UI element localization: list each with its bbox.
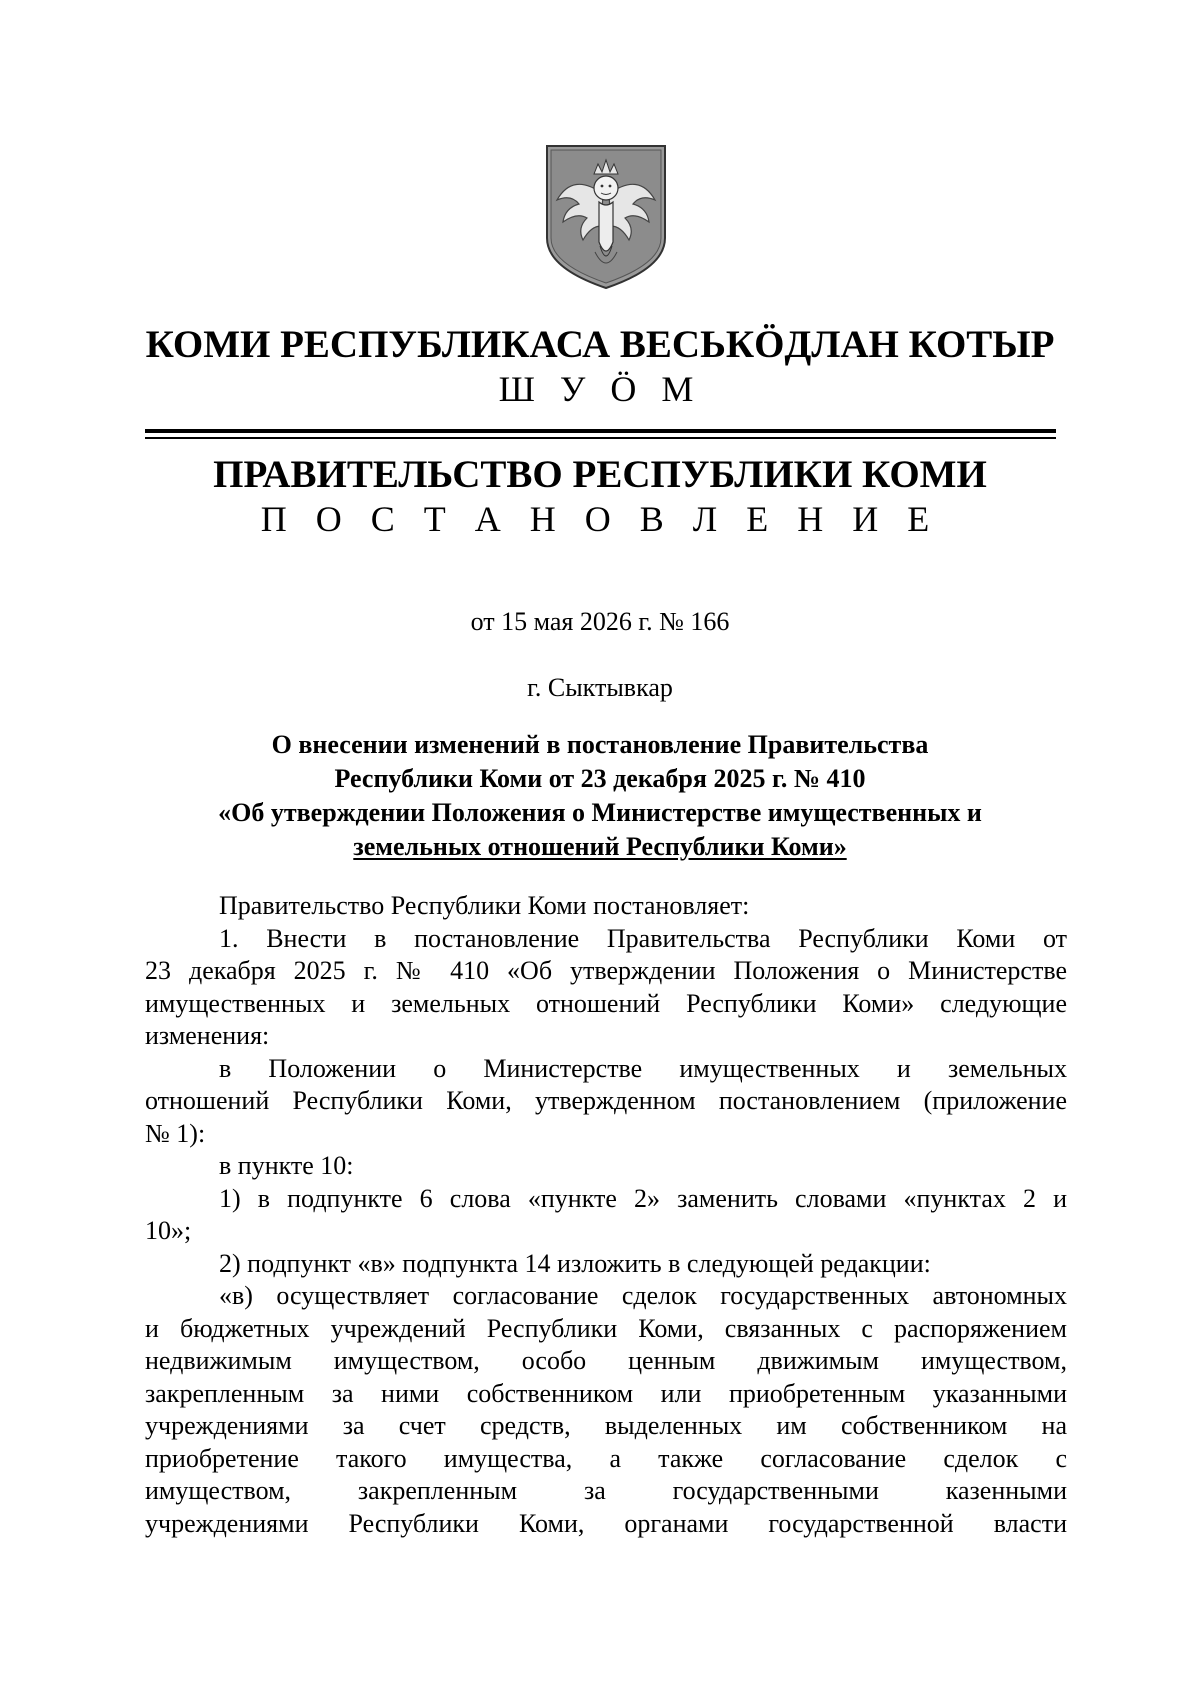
body-line: «в) осуществляет согласование сделок государственных автономных [219,1281,1067,1310]
body-line: 23 декабря 2025 г. № 410 «Об утверждении Положения о Министерстве [145,956,1067,985]
heading-line: земельных отношений Республики Коми» [353,832,847,861]
body-line: Правительство Республики Коми постановляет: [219,891,750,920]
body-line: и бюджетных учреждений Республики Коми, связанных с распоряжением [145,1313,1067,1343]
body-line: в пункте 10: [219,1151,354,1180]
heading-line: «Об утверждении Положения о Министерстве имущественных и [218,798,982,827]
heading-line: О внесении изменений в постановление Правительства [271,730,929,759]
heading-line: Республики Коми от 23 декабря 2025 г. № 410 [334,764,866,793]
komi-subtitle: Ш У Ӧ М [498,369,702,409]
body-line: № 1): [145,1118,206,1148]
document-date-number: от 15 мая 2026 г. № 166 [470,607,730,636]
body-line: недвижимым имуществом, особо ценным движимым имуществом, [145,1346,1067,1375]
body-line: закрепленным за ними собственником или приобретенным указанными [145,1378,1067,1408]
document-city: г. Сыктывкар [527,673,673,702]
body-line: имуществом, закрепленным за государственными казенными [145,1476,1067,1505]
body-line: в Положении о Министерстве имущественных и земельных [219,1053,1067,1083]
body-line: отношений Республики Коми, утвержденном постановлением (приложение [145,1086,1067,1115]
body-line: 2) подпункт «в» подпункта 14 изложить в следующей редакции: [219,1248,931,1278]
header-divider-thick [145,429,1056,433]
body-line: учреждениями Республики Коми, органами государственной власти [145,1508,1067,1538]
government-title: ПРАВИТЕЛЬСТВО РЕСПУБЛИКИ КОМИ [213,453,987,496]
document-heading [160,728,1040,864]
body-line: приобретение такого имущества, а также согласование сделок с [145,1443,1067,1473]
body-line: учреждениями за счет средств, выделенных им собственником на [145,1411,1067,1440]
komi-coat-of-arms-icon [543,142,669,290]
document-type: П О С Т А Н О В Л Е Н И Е [260,499,940,539]
body-line: 1) в подпункте 6 слова «пункте 2» заменить словами «пунктах 2 и [219,1183,1067,1213]
header-divider-thin [145,437,1056,439]
body-line: 10»; [145,1216,192,1245]
body-line: 1. Внести в постановление Правительства Республики Коми от [219,923,1067,953]
body-line: изменения: [145,1021,270,1050]
komi-title: КОМИ РЕСПУБЛИКАСА ВЕСЬКӦДЛАН КОТЫР [145,323,1055,366]
body-line: имущественных и земельных отношений Республики Коми» следующие [145,988,1067,1018]
document-body [145,890,1067,1540]
